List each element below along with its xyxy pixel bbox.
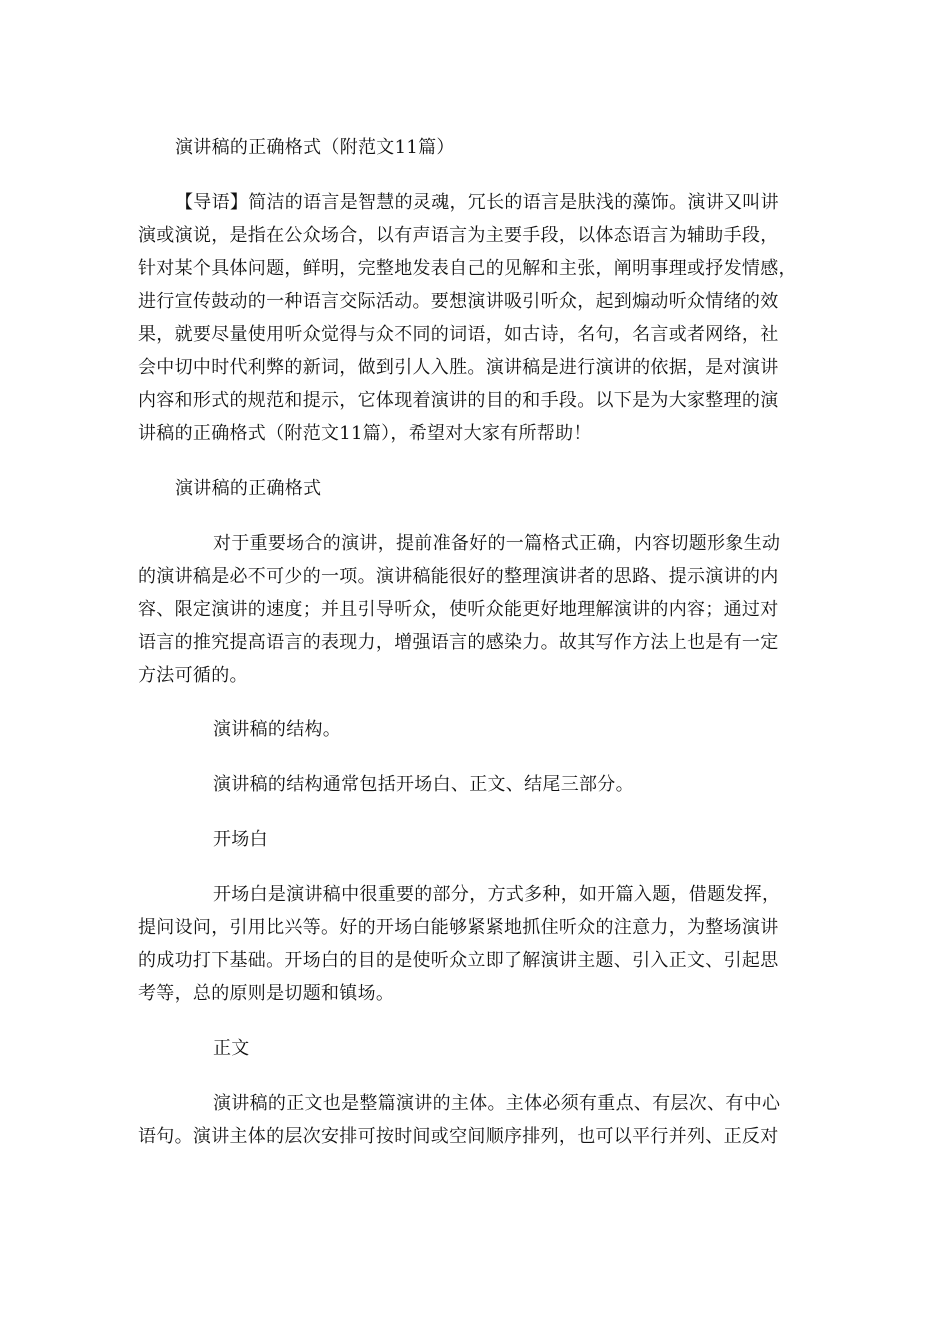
intro-line: 会中切中时代利弊的新词，做到引人入胜。演讲稿是进行演讲的依据，是对演讲	[138, 357, 779, 378]
paragraph-line: 方法可循的。	[138, 665, 248, 686]
paragraph-line: 容、限定演讲的速度；并且引导听众，使听众能更好地理解演讲的内容；通过对	[138, 599, 779, 620]
section-heading: 演讲稿的正确格式	[175, 478, 322, 499]
body-heading: 正文	[213, 1038, 250, 1059]
paragraph-line: 对于重要场合的演讲，提前准备好的一篇格式正确，内容切题形象生动	[213, 533, 781, 554]
intro-line: 果，就要尽量使用听众觉得与众不同的词语，如古诗，名句，名言或者网络，社	[138, 324, 779, 345]
opening-heading: 开场白	[213, 829, 268, 850]
paragraph-line: 考等，总的原则是切题和镇场。	[138, 983, 395, 1004]
paragraph-line: 提问设问，引用比兴等。好的开场白能够紧紧地抓住听众的注意力，为整场演讲	[138, 917, 779, 938]
intro-line: 内容和形式的规范和提示，它体现着演讲的目的和手段。以下是为大家整理的演	[138, 390, 779, 411]
document-title: 演讲稿的正确格式（附范文11篇）	[175, 137, 455, 158]
paragraph-line: 的演讲稿是必不可少的一项。演讲稿能很好的整理演讲者的思路、提示演讲的内	[138, 566, 779, 587]
structure-text: 演讲稿的结构通常包括开场白、正文、结尾三部分。	[213, 774, 634, 795]
paragraph-line: 语言的推究提高语言的表现力，增强语言的感染力。故其写作方法上也是有一定	[138, 632, 779, 653]
paragraph-line: 语句。演讲主体的层次安排可按时间或空间顺序排列，也可以平行并列、正反对	[138, 1126, 779, 1147]
intro-line: 进行宣传鼓动的一种语言交际活动。要想演讲吸引听众，起到煽动听众情绪的效	[138, 291, 779, 312]
intro-line: 演或演说，是指在公众场合，以有声语言为主要手段，以体态语言为辅助手段，	[138, 225, 779, 246]
paragraph-line: 的成功打下基础。开场白的目的是使听众立即了解演讲主题、引入正文、引起思	[138, 950, 779, 971]
intro-line: 【导语】简洁的语言是智慧的灵魂，冗长的语言是肤浅的藻饰。演讲又叫讲	[175, 192, 779, 213]
intro-line: 针对某个具体问题，鲜明，完整地发表自己的见解和主张，阐明事理或抒发情感，	[138, 258, 797, 279]
intro-line: 讲稿的正确格式（附范文11篇），希望对大家有所帮助！	[138, 423, 592, 444]
structure-heading: 演讲稿的结构。	[213, 719, 342, 740]
paragraph-line: 演讲稿的正文也是整篇演讲的主体。主体必须有重点、有层次、有中心	[213, 1093, 781, 1114]
paragraph-line: 开场白是演讲稿中很重要的部分，方式多种，如开篇入题，借题发挥，	[213, 884, 781, 905]
